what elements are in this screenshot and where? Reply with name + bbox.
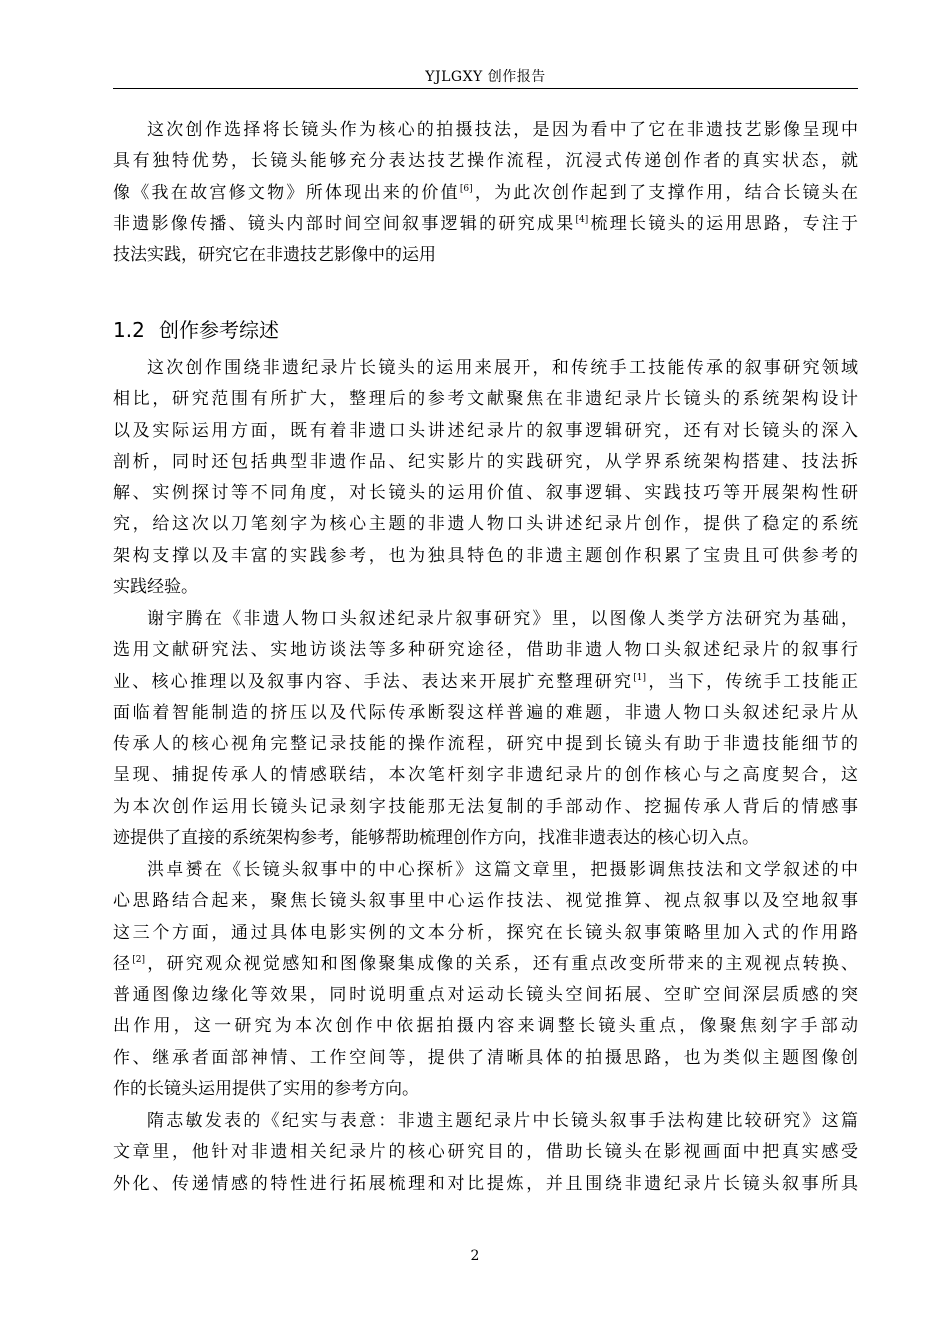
text-segment: 技法实践，研究它在非遗技艺影像中的运用 [113,245,436,266]
citation-ref: [6] [459,183,473,194]
paragraph-sui [113,1106,858,1200]
text-line [113,146,858,177]
text-line [113,240,858,271]
running-header: YJLGXY 创作报告 [425,69,546,85]
citation-ref: [1] [633,672,647,683]
text-line [113,541,858,572]
text-line [113,178,858,209]
citation-ref: [4] [575,214,589,225]
text-segment: 心思路结合起来，聚焦长镜头叙事里中心运作技法、视觉推算、视点叙事以及空地叙事 [113,891,858,912]
text-segment: 究，给这次以刀笔刻字为核心主题的非遗人物口头讲述纪录片创作，提供了稳定的系统 [113,514,858,535]
text-segment: 普通图像边缘化等效果，同时说明重点对运动长镜头空间拓展、空旷空间深层质感的突 [113,985,858,1006]
citation-ref: [2] [132,954,146,965]
text-line [113,949,858,980]
text-line [113,1169,858,1200]
text-segment: ，研究观众视觉感知和图像聚集成像的关系，还有重点改变所带来的主观视点转换、 [145,953,858,974]
text-segment: 隋志敏发表的《纪实与表意：非遗主题纪录片中长镜头叙事手法构建比较研究》这篇 [147,1111,858,1131]
paragraph-hong [113,855,858,1105]
text-segment: 相比，研究范围有所扩大，整理后的参考文献聚焦在非遗纪录片长镜头的系统架构设计 [113,389,858,410]
text-segment: 出作用，这一研究为本次创作中依据拍摄内容来调整长镜头重点，像聚焦刻字手部动 [113,1016,858,1037]
text-segment: 像《我在故宫修文物》所体现出来的价值 [113,182,460,203]
text-line [113,1074,858,1105]
text-line [113,509,858,540]
text-segment: 选用文献研究法、实地访谈法等多种研究途径，借助非遗人物口头叙述纪录片的叙事行 [113,640,858,661]
text-segment: 作、继承者面部神情、工作空间等，提供了清晰具体的拍摄思路，也为类似主题图像创 [113,1047,858,1068]
text-line [113,1106,858,1137]
text-segment: ，当下，传统手工技能正 [646,671,858,692]
text-segment: 业、核心推理以及叙事内容、手法、表达来开展扩充整理研究 [113,671,634,692]
text-segment: 径 [113,953,133,974]
text-line [113,980,858,1011]
text-line [113,855,858,886]
text-line [113,384,858,415]
text-line [113,667,858,698]
text-line [113,635,858,666]
text-segment: 为本次创作运用长镜头记录刻字技能那无法复制的手部动作、挖掘传承人背后的情感事 [113,796,858,817]
text-segment: 解、实例探讨等不同角度，对长镜头的运用价值、叙事逻辑、实践技巧等开展架构性研 [113,483,858,504]
section-title: 创作参考综述 [159,318,279,342]
text-segment: 作的长镜头运用提供了实用的参考方向。 [113,1079,419,1100]
section-heading [113,314,279,343]
text-line [113,572,858,603]
text-line [113,729,858,760]
paragraph-overview [113,353,858,603]
text-segment: 面临着智能制造的挤压以及代际传承断裂这样普遍的难题，非遗人物口头叙述纪录片从 [113,702,858,723]
text-segment: 洪卓赟在《长镜头叙事中的中心探析》这篇文章里，把摄影调焦技法和文学叙述的中 [147,860,858,880]
text-segment: 具有独特优势，长镜头能够充分表达技艺操作流程，沉浸式传递创作者的真实状态，就 [113,151,858,172]
text-line [113,918,858,949]
text-segment: 外化、传递情感的特性进行拓展梳理和对比提炼，并且围绕非遗纪录片长镜头叙事所具 [113,1173,858,1194]
text-segment: 传承人的核心视角完整记录技能的操作流程，研究中提到长镜头有助于非遗技能细节的 [113,734,858,755]
text-line [113,792,858,823]
text-line [113,416,858,447]
section-number: 1.2 [113,318,145,342]
text-line [113,604,858,635]
text-line [113,1043,858,1074]
text-segment: 这三个方面，通过具体电影实例的文本分析，探究在长镜头叙事策略里加入式的作用路 [113,922,858,943]
paragraph-intro [113,115,858,271]
text-line [113,478,858,509]
page-number: 2 [470,1248,480,1264]
text-segment: 这次创作选择将长镜头作为核心的拍摄技法，是因为看中了它在非遗技艺影像呈现中 [147,120,858,140]
text-line [113,886,858,917]
text-line [113,760,858,791]
text-segment: 谢宇腾在《非遗人物口头叙述纪录片叙事研究》里，以图像人类学方法研究为基础， [147,609,858,629]
text-segment: 梳理长镜头的运用思路，专注于 [588,213,858,234]
text-segment: 呈现、捕捉传承人的情感联结，本次笔杆刻字非遗纪录片的创作核心与之高度契合，这 [113,765,858,786]
text-segment: 文章里，他针对非遗相关纪录片的核心研究目的，借助长镜头在影视画面中把真实感受 [113,1142,858,1163]
text-line [113,823,858,854]
text-line [113,698,858,729]
text-line [113,1137,858,1168]
text-line [113,115,858,146]
text-segment: 剖析，同时还包括典型非遗作品、纪实影片的实践研究，从学界系统架构搭建、技法拆 [113,451,858,472]
header-rule [113,88,858,89]
text-line [113,209,858,240]
text-line [113,1011,858,1042]
text-segment: 迹提供了直接的系统架构参考，能够帮助梳理创作方向，找准非遗表达的核心切入点。 [113,828,759,849]
text-segment: ，为此次创作起到了支撑作用，结合长镜头在 [472,182,858,203]
text-segment: 非遗影像传播、镜头内部时间空间叙事逻辑的研究成果 [113,213,576,234]
text-segment: 这次创作围绕非遗纪录片长镜头的运用来展开，和传统手工技能传承的叙事研究领域 [147,358,858,378]
paragraph-xie [113,604,858,854]
text-segment: 架构支撑以及丰富的实践参考，也为独具特色的非遗主题创作积累了宝贵且可供参考的 [113,545,858,566]
text-segment: 实践经验。 [113,577,198,598]
text-line [113,353,858,384]
text-segment: 以及实际运用方面，既有着非遗口头讲述纪录片的叙事逻辑研究，还有对长镜头的深入 [113,420,858,441]
text-line [113,447,858,478]
